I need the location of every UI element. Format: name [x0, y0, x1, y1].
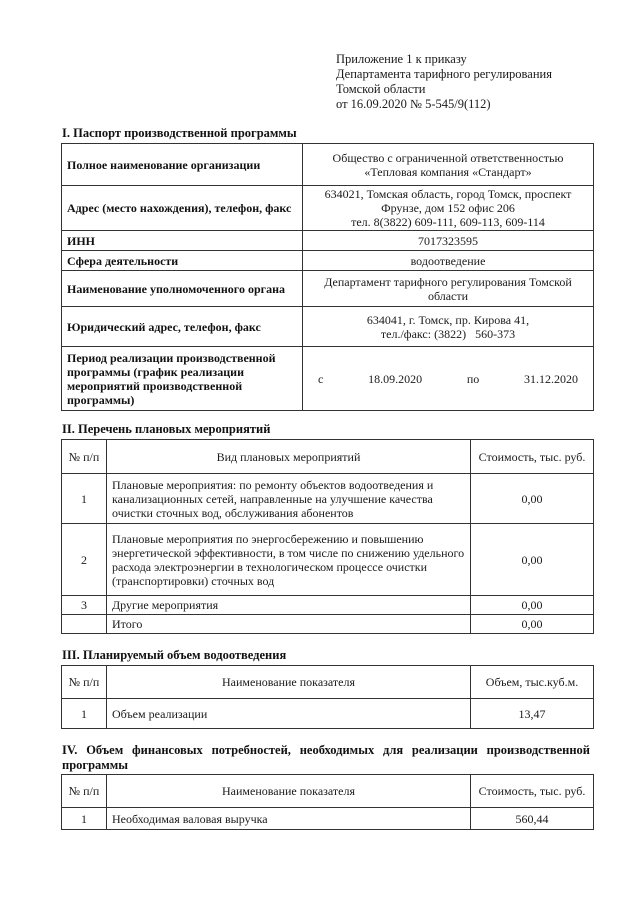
cell-cost: 0,00 — [471, 615, 594, 634]
table-row — [62, 271, 594, 307]
header-num: № п/п — [62, 775, 107, 808]
table-header-row — [62, 440, 594, 474]
cell-cost: 560,44 — [471, 808, 594, 830]
row-label: Юридический адрес, телефон, факс — [62, 307, 303, 347]
row-label: Адрес (место нахождения), телефон, факс — [62, 186, 303, 231]
period-from-date: 18.09.2020 — [368, 371, 423, 386]
row-value — [303, 307, 594, 347]
table-row — [62, 347, 594, 411]
table-row — [62, 231, 594, 251]
period-value — [303, 347, 594, 411]
appendix-line: Департамента тарифного регулирования — [336, 67, 552, 81]
row-label: Сфера деятельности — [62, 251, 303, 271]
table-row — [62, 307, 594, 347]
table-row — [62, 524, 594, 596]
cell-name: Плановые мероприятия: по ремонту объектов водоотведения и канализационных сетей, направленные на улучшение качества очистки сточных вод, обслуживания абонентов — [107, 474, 471, 524]
table-row-total — [62, 615, 594, 634]
header-num: № п/п — [62, 440, 107, 474]
table-row — [62, 596, 594, 615]
table-row — [62, 699, 594, 729]
value-line: Департамент тарифного регулирования Томской — [324, 274, 572, 289]
section2-title: II. Перечень плановых мероприятий — [62, 422, 271, 436]
table-row — [62, 474, 594, 524]
cell-num: 2 — [62, 524, 107, 596]
section4-title-line: IV. Объем финансовых потребностей, необходимых для реализации производственной — [62, 743, 590, 757]
header-num: № п/п — [62, 666, 107, 699]
appendix-header — [336, 52, 552, 112]
cell-name: Итого — [107, 615, 471, 634]
cell-cost: 0,00 — [471, 474, 594, 524]
value-line: тел./факс: (3822) 560-373 — [380, 326, 516, 341]
planned-activities-table — [61, 439, 594, 634]
header-cost: Стоимость, тыс. руб. — [471, 775, 594, 808]
value-line: 634041, г. Томск, пр. Кирова 41, — [366, 312, 530, 327]
period-to-label: по — [466, 371, 480, 386]
table-header-row — [62, 666, 594, 699]
cell-name: Необходимая валовая выручка — [107, 808, 471, 830]
planned-volume-table — [61, 665, 594, 729]
passport-table — [61, 143, 594, 411]
appendix-line: Приложение 1 к приказу — [336, 52, 467, 66]
row-value — [303, 271, 594, 307]
period-from-label: с — [318, 371, 324, 386]
cell-num: 1 — [62, 474, 107, 524]
table-row — [62, 186, 594, 231]
header-value: Объем, тыс.куб.м. — [471, 666, 594, 699]
row-value: водоотведение — [303, 251, 594, 271]
value-line: Общество с ограниченной ответственностью — [332, 150, 564, 165]
cell-name: Другие мероприятия — [107, 596, 471, 615]
value-line: области — [427, 288, 469, 303]
period-to-date: 31.12.2020 — [524, 371, 578, 386]
row-value: 7017323595 — [303, 231, 594, 251]
cell-num: 1 — [62, 808, 107, 830]
row-value — [303, 186, 594, 231]
cell-value: 13,47 — [471, 699, 594, 729]
header-name: Наименование показателя — [107, 666, 471, 699]
section4-title-line: программы — [62, 758, 129, 772]
value-line: Фрунзе, дом 152 офис 206 — [381, 201, 515, 215]
section3-title: III. Планируемый объем водоотведения — [62, 648, 287, 662]
row-label: Наименование уполномоченного органа — [62, 271, 303, 307]
table-row — [62, 808, 594, 830]
cell-num: 3 — [62, 596, 107, 615]
header-name: Вид плановых мероприятий — [107, 440, 471, 474]
cell-cost: 0,00 — [471, 524, 594, 596]
financial-needs-table — [61, 774, 594, 830]
cell-num — [62, 615, 107, 634]
section1-title: I. Паспорт производственной программы — [62, 126, 297, 140]
row-label: Полное наименование организации — [62, 144, 303, 186]
appendix-line: Томской области — [336, 82, 426, 96]
value-line: «Тепловая компания «Стандарт» — [364, 164, 532, 179]
cell-name: Плановые мероприятия по энергосбережению и повышению энергетической эффективности, в том числе по снижению удельного расхода электроэнергии в технологическом процессе очистки (транспортировки) сточных вод — [107, 524, 471, 596]
cell-cost: 0,00 — [471, 596, 594, 615]
row-label: Период реализации производственной программы (график реализации мероприятий производственной программы) — [62, 347, 303, 411]
table-row — [62, 144, 594, 186]
cell-name: Объем реализации — [107, 699, 471, 729]
appendix-line: от 16.09.2020 № 5-545/9(112) — [336, 97, 491, 111]
cell-num: 1 — [62, 699, 107, 729]
row-value — [303, 144, 594, 186]
header-cost: Стоимость, тыс. руб. — [471, 440, 594, 474]
table-row — [62, 251, 594, 271]
value-line: 634021, Томская область, город Томск, проспект — [324, 187, 572, 201]
section4-title — [62, 743, 590, 773]
table-header-row — [62, 775, 594, 808]
header-name: Наименование показателя — [107, 775, 471, 808]
row-label: ИНН — [62, 231, 303, 251]
value-line: тел. 8(3822) 609-111, 609-113, 609-114 — [351, 215, 545, 229]
